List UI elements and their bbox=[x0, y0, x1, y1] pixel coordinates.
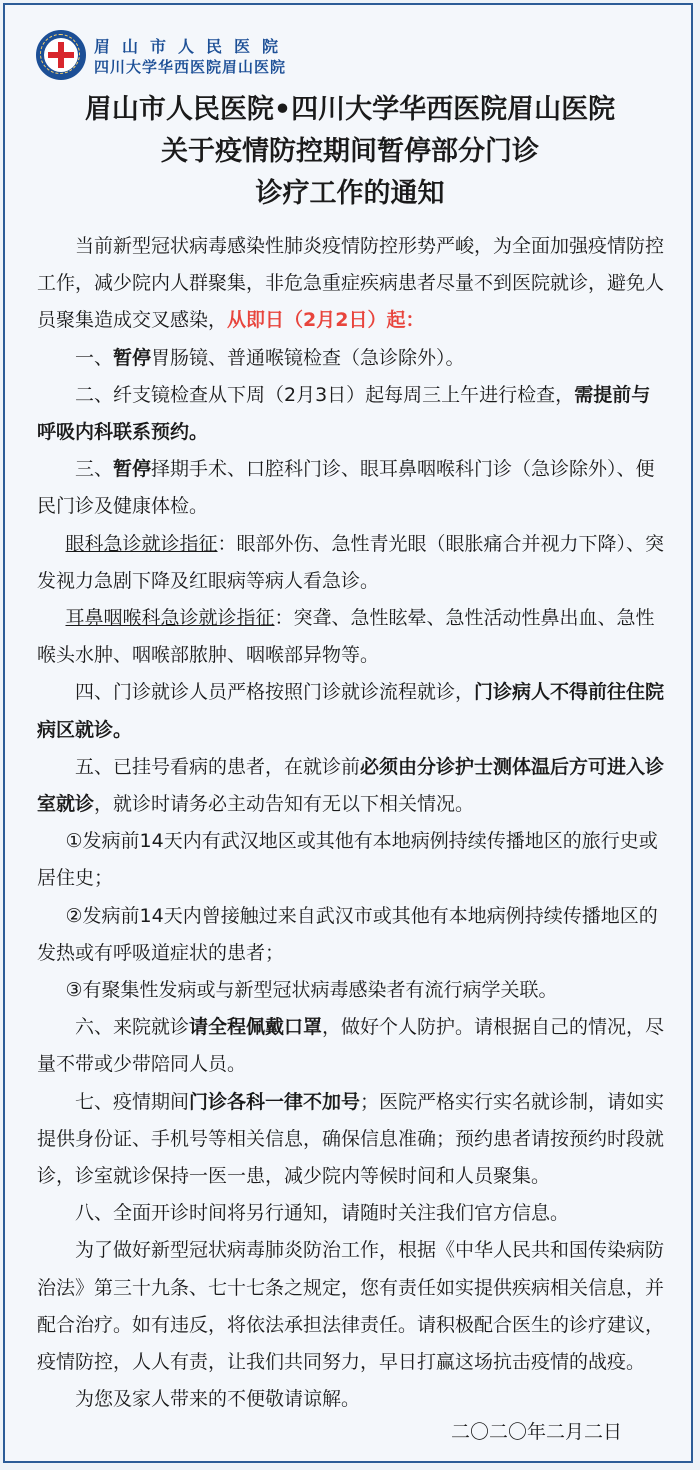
notice-date: 二〇二〇年二月二日 bbox=[451, 1421, 623, 1443]
item-5: 五、已挂号看病的患者，在就诊前必须由分诊护士测体温后方可进入诊室就诊，就诊时请务必主动告知有无以下相关情况。 bbox=[37, 755, 665, 816]
condition-2: ②发病前14天内曾接触过来自武汉市或其他有本地病例持续传播地区的发热或有呼吸道症状的患者； bbox=[37, 904, 658, 964]
hospital-logo-icon bbox=[36, 30, 86, 80]
hospital-name-secondary: 四川大学华西医院眉山医院 bbox=[94, 58, 287, 76]
item-8: 八、全面开诊时间将另行通知，请随时关注我们官方信息。 bbox=[75, 1202, 570, 1225]
condition-3: ③有聚集性发病或与新型冠状病毒感染者有流行病学关联。 bbox=[65, 979, 558, 1002]
item-1: 一、暂停胃肠镜、普通喉镜检查（急诊除外）。 bbox=[75, 346, 465, 369]
intro-paragraph: 当前新型冠状病毒感染性肺炎疫情防控形势严峻，为全面加强疫情防控工作，减少院内人群聚集，非危急重症疾病患者尽量不到医院就诊，避免人员聚集造成交叉感染，从即日（2月2日）起： bbox=[37, 235, 665, 332]
hospital-header bbox=[36, 30, 436, 80]
ent-criteria-label: 耳鼻咽喉科急诊就诊指征 bbox=[65, 607, 275, 630]
notice-body bbox=[37, 228, 665, 1419]
legal-paragraph: 为了做好新型冠状病毒肺炎防治工作，根据《中华人民共和国传染病防治法》第三十九条、七十七条之规定，您有责任如实提供疾病相关信息，并配合治疗。如有违反，将依法承担法律责任。请积极配合医生的诊疗建议，疫情防控，人人有责，让我们共同努力，早日打赢这场抗击疫情的战疫。 bbox=[37, 1239, 665, 1374]
item-7: 七、疫情期间门诊各科一律不加号；医院严格实行实名就诊制，请如实提供身份证、手机号等相关信息，确保信息准确；预约患者请按预约时段就诊，诊室就诊保持一医一患，减少院内等候时间和人员聚集。 bbox=[37, 1090, 665, 1188]
eye-emergency-criteria: 眼科急诊就诊指征：眼部外伤、急性青光眼（眼胀痛合并视力下降）、突发视力急剧下降及红眼病等病人看急诊。 bbox=[37, 532, 665, 592]
notice-title-line2: 关于疫情防控期间暂停部分门诊 bbox=[161, 136, 539, 167]
notice-title-line3: 诊疗工作的通知 bbox=[255, 178, 445, 209]
notice-title-line1: 眉山市人民医院•四川大学华西医院眉山医院 bbox=[84, 94, 616, 125]
hospital-name: 眉山市人民医院 bbox=[94, 37, 291, 56]
item-4: 四、门诊就诊人员严格按照门诊就诊流程就诊，门诊病人不得前往住院病区就诊。 bbox=[37, 681, 665, 741]
ent-emergency-criteria: 耳鼻咽喉科急诊就诊指征：突聋、急性眩晕、急性活动性鼻出血、急性喉头水肿、咽喉部脓肿、咽喉部异物等。 bbox=[37, 607, 655, 667]
eye-criteria-label: 眼科急诊就诊指征 bbox=[65, 532, 218, 555]
condition-1: ①发病前14天内有武汉地区或其他有本地病例持续传播地区的旅行史或居住史； bbox=[37, 830, 658, 890]
apology-line: 为您及家人带来的不便敬请谅解。 bbox=[75, 1388, 361, 1411]
item-6: 六、来院就诊请全程佩戴口罩，做好个人防护。请根据自己的情况，尽量不带或少带陪同人员。 bbox=[37, 1016, 665, 1076]
item-3: 三、暂停择期手术、口腔科门诊、眼耳鼻咽喉科门诊（急诊除外）、便民门诊及健康体检。 bbox=[37, 458, 655, 518]
effective-date-highlight: 从即日（2月2日）起： bbox=[227, 309, 425, 332]
item-2: 二、纤支镜检查从下周（2月3日）起每周三上午进行检查，需提前与呼吸内科联系预约。 bbox=[37, 383, 651, 444]
